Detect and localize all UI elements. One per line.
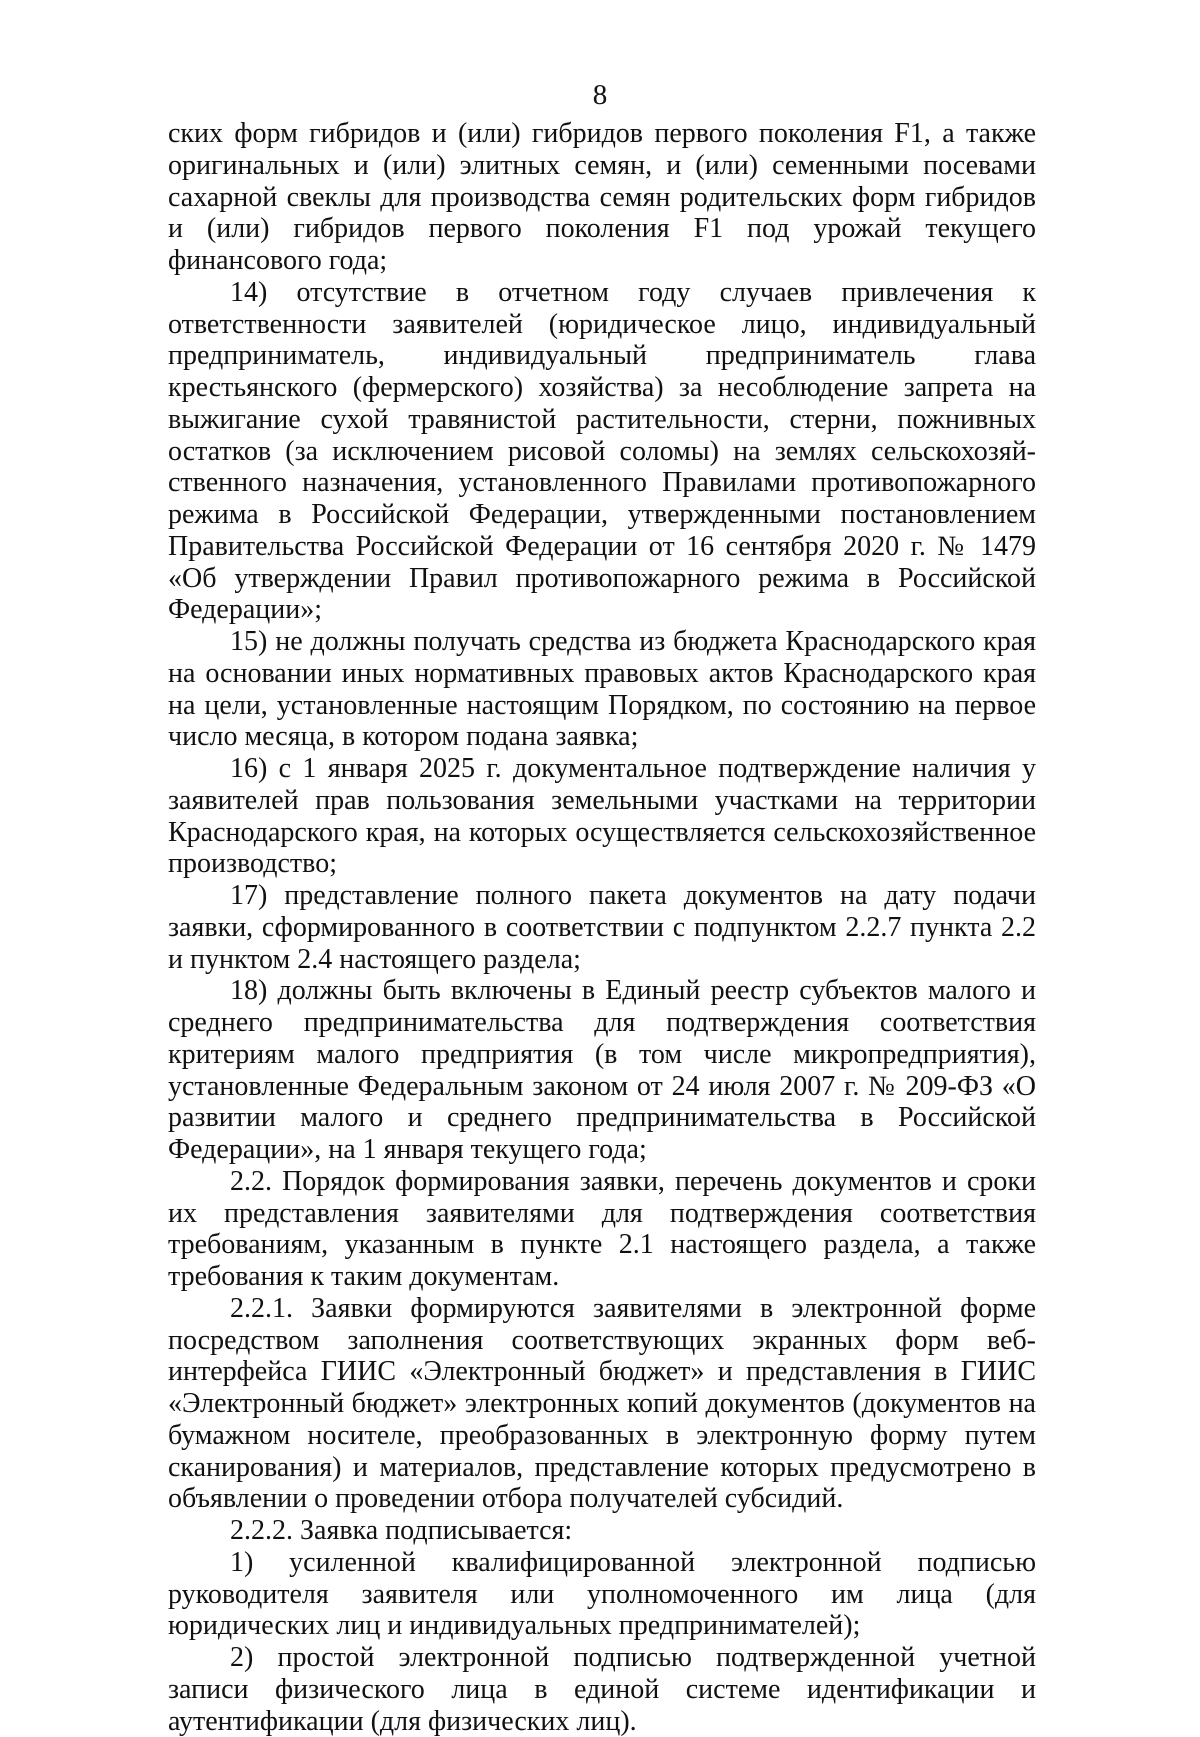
paragraph-signature-2: 2) простой электронной подписью подтвержденной учетной записи физического лица в единой системе идентификации и аутентификации (для физических лиц).: [168, 1642, 1036, 1737]
paragraph-item-18: 18) должны быть включены в Единый реестр субъектов малого и среднего предпринимательства для подтверждения соответствия критериям малого предприятия (в том числе микропредприятия), установленные Федеральным законом от 24 июля 2007 г. № 209-ФЗ «О развитии малого и среднего предпринимательства в Российской Федерации», на 1 января текущего года;: [168, 975, 1036, 1165]
paragraph-item-16: 16) с 1 января 2025 г. документальное подтверждение наличия у заявителей прав пользования земельными участками на территории Краснодарского края, на которых осуществляется сельскохозяйственное производство;: [168, 753, 1036, 880]
document-body: [168, 118, 1036, 1737]
paragraph-item-15: 15) не должны получать средства из бюджета Краснодарского края на основании иных нормативных правовых актов Краснодарского края на цели, установленные настоящим Порядком, по состоянию на первое число месяца, в котором подана заявка;: [168, 626, 1036, 753]
paragraph-section-2-2-1: 2.2.1. Заявки формируются заявителями в электронной форме посредством заполнения соответствующих экранных форм веб-интерфейса ГИИС «Электронный бюджет» и представления в ГИИС «Электронный бюджет» электронных копий документов (документов на бумажном носителе, преобразованных в электронную форму путем сканирования) и материалов, представление которых предусмотрено в объявлении о проведении отбора получателей субсидий.: [168, 1292, 1036, 1515]
paragraph-item-14: 14) отсутствие в отчетном году случаев привлечения к ответственности заявителей (юридическое лицо, индивидуальный предприниматель, индивидуальный предприниматель глава крестьянского (фермерского) хозяйства) за несоблюдение запрета на выжигание сухой травянистой растительности, стерни, пожнивных остатков (за исключением рисовой соломы) на землях сельскохозяйственного назначения, установленного Правилами противопожарного режима в Российской Федерации, утвержденными постановлением Правительства Российской Федерации от 16 сентября 2020 г. № 1479 «Об утверждении Правил противопожарного режима в Российской Федерации»;: [168, 276, 1036, 626]
paragraph-section-2-2: 2.2. Порядок формирования заявки, перечень документов и сроки их представления заявителями для подтверждения соответствия требованиям, указанным в пункте 2.1 настоящего раздела, а также требования к таким документам.: [168, 1165, 1036, 1292]
page-number: 8: [592, 79, 608, 111]
paragraph-item-17: 17) представление полного пакета документов на дату подачи заявки, сформированного в соответствии с подпунктом 2.2.7 пункта 2.2 и пунктом 2.4 настоящего раздела;: [168, 880, 1036, 975]
paragraph-signature-1: 1) усиленной квалифицированной электронной подписью руководителя заявителя или уполномоченного им лица (для юридических лиц и индивидуальных предпринимателей);: [168, 1546, 1036, 1642]
paragraph-continuation: ских форм гибридов и (или) гибридов первого поколения F1, а также оригинальных и (или) элитных семян, и (или) семенными посевами сахарной свеклы для производства семян родительских форм гибридов и (или) гибридов первого поколения F1 под урожай текущего финансового года;: [168, 118, 1036, 276]
paragraph-section-2-2-2: 2.2.2. Заявка подписывается:: [230, 1515, 573, 1546]
